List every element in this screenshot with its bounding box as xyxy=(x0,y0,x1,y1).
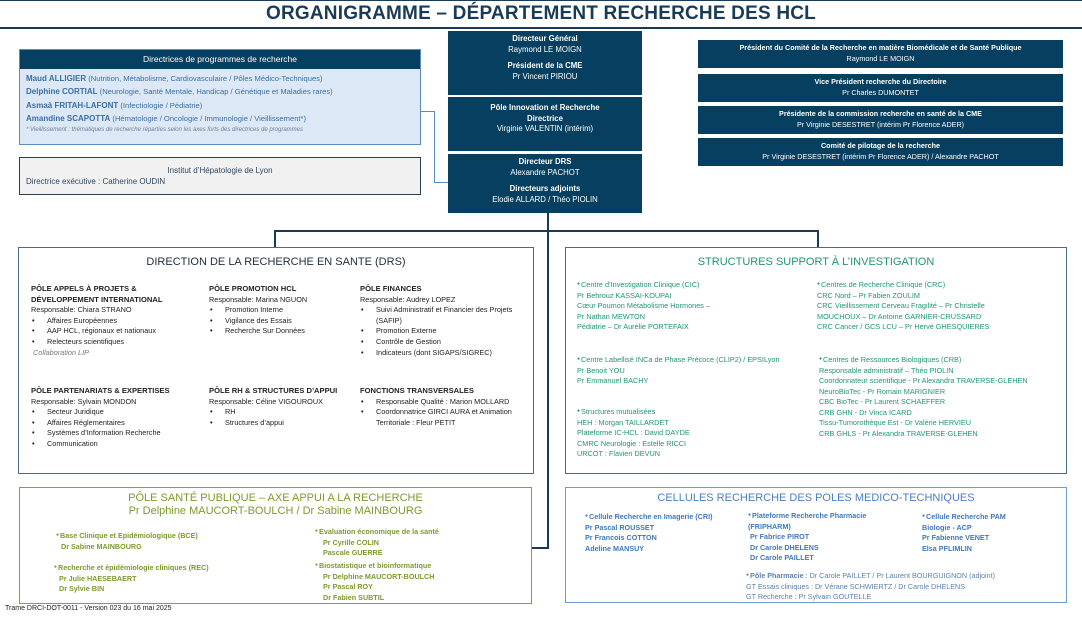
pole-promotion: PÔLE PROMOTION HCL Responsable: Marina NGUON • Promotion Interne • Vigilance des Essais • Recherche Sur Données xyxy=(209,284,354,337)
programme-directors-box xyxy=(19,49,421,145)
pole-innovation-box: Pôle Innovation et Recherche Directrice Virginie VALENTIN (intérim) xyxy=(448,97,642,151)
group-evaluation: ● Evaluation économique de la santé Pr Cyrille COLIN Pascale GUERRE xyxy=(315,526,439,559)
connector xyxy=(547,213,549,548)
institut-hepatologie-box xyxy=(19,157,421,195)
connector xyxy=(532,547,549,549)
directeur-drs-box: Directeur DRS Alexandre PACHOT Directeurs adjoints Elodie ALLARD / Théo PIOLIN xyxy=(448,154,642,213)
group-crc: ● Centres de Recherche Clinique (CRC) CRC Nord – Pr Fabien ZOULIM CRC Vieillissement Cerveau Fragilité – Pr Christelle MOUCHOUX – Dr Antoine GARNIER-CRUSSARD CRC Cancer / GCS LCU – Pr Hervé GHESQUIERES xyxy=(817,279,1062,333)
comite-pilotage-box: Comité de pilotage de la recherche Pr Virginie DESESTRET (intérim Pr Florence ADER) / Alexandre PACHOT xyxy=(698,138,1063,166)
group-rec: ● Recherche et épidémiologie cliniques (REC) Pr Julie HAESEBAERT Dr Sylvie BIN xyxy=(54,562,209,595)
connector xyxy=(817,230,819,248)
group-cic: ● Centre d’Investigation Clinique (CIC) Pr Behrouz KASSAI-KOUPAI Cœur Poumon Métabolisme Hormones – Pr Nathan MEWTON Pédiatrie – Dr Aurélie PORTEFAIX xyxy=(577,279,812,333)
director-item: Asmaà FRITAH-LAFONT (Infectiologie / Pédiatrie) xyxy=(26,100,203,110)
group-bce: ● Base Clinique et Epidémiologique (BCE) Dr Sabine MAINBOURG xyxy=(56,530,198,552)
cellules-recherche-box xyxy=(565,487,1067,603)
pole-finances: PÔLE FINANCES Responsable: Audrey LOPEZ • Suivi Administratif et Financier des Projets (SAFIP) • Promotion Externe • Contrôle de Gestion • Indicateurs (dont SIGAPS/SIGREC) xyxy=(360,284,530,358)
fonctions-transversales: FONCTIONS TRANSVERSALES • Responsable Qualité : Marion MOLLARD • Coordonnatrice GIRCI AURA et Animation Territoriale : Fleur PETIT xyxy=(360,386,530,428)
group-crb: ● Centres de Ressources Biologiques (CRB) Responsable administratif – Théo PIOLIN Coordonnateur scientifique - Pr Alexandra TRAVERSE-GLEHEN NeuroBioTec - Pr Romain MARIGNIER CBC BioTec - Pr Laurent SCHAEFFER CRB GHN - Dr Vinca ICARD Tissu-Tumorothèque Est - Dr Valérie HERVIEU CRB GHLS - Pr Alexandra TRAVERSE-GLEHEN xyxy=(819,354,1064,439)
cel-title: CELLULES RECHERCHE DES POLES MEDICO-TECHNIQUES xyxy=(657,492,975,504)
group-structures-mutualisees: ● Structures mutualisées HEH : Morgan TAILLARDET Plateforme IC-HCL : David DAYDE CMRC Neurologie : Estelle RICCI URCOT : Flavien DEVUN xyxy=(577,406,812,460)
group-biostat: ● Biostatistique et bioinformatique Pr Delphine MAUCORT-BOULCH Pr Pascal ROY Dr Fabien SUBTIL xyxy=(315,560,434,603)
structures-support-box xyxy=(565,247,1067,474)
vice-president-box: Vice Président recherche du Directoire Pr Charles DUMONTET xyxy=(698,74,1063,102)
sante-publique-box xyxy=(19,487,532,604)
drs-title: DIRECTION DE LA RECHERCHE EN SANTE (DRS) xyxy=(146,256,406,268)
group-clip2: ● Centre Labellisé INCa de Phase Précoce (CLIP2) / EPSILyon Pr Benoit YOU Pr Emmanuel BACHY xyxy=(577,354,817,387)
sp-title: PÔLE SANTÉ PUBLIQUE – AXE APPUI A LA RECHERCHE xyxy=(128,492,423,504)
group-cri: ● Cellule Recherche en Imagerie (CRI) Pr Pascal ROUSSET Pr Francois COTTON Adeline MANSUY xyxy=(585,511,712,554)
group-pole-pharmacie: ● Pôle Pharmacie : Dr Carole PAILLET / Pr Laurent BOURGUIGNON (adjoint) GT Essais cliniques : Dr Vérane SCHWIERTZ / Dr Carole DHELENS GT Recherche : Pr Sylvain GOUTELLE xyxy=(746,570,995,603)
connector xyxy=(274,230,276,248)
connector xyxy=(434,182,448,183)
institut-subtitle: Directrice exécutive : Catherine OUDIN xyxy=(26,177,166,186)
drs-box xyxy=(18,247,534,474)
programme-note: * Vieillissement : thématiques de recherche réparties selon les axes forts des directrices de programmes xyxy=(26,127,304,134)
pole-rh: PÔLE RH & STRUCTURES D’APPUI Responsable: Céline VIGOUROUX • RH • Structures d’appui xyxy=(209,386,359,428)
director-item: Maud ALLIGIER (Nutrition, Métabolisme, Cardiovasculaire / Pôles Médico-Techniques) xyxy=(26,74,323,83)
comite-recherche-box: Président du Comité de la Recherche en matière Biomédicale et de Santé Publique Raymond LE MOIGN xyxy=(698,40,1063,68)
page-title: ORGANIGRAMME – DÉPARTEMENT RECHERCHE DES HCL xyxy=(0,0,1082,29)
director-item: Amandine SCAPOTTA (Hématologie / Oncologie / Immunologie / Vieillissement*) xyxy=(26,113,307,123)
footer-version: Trame DRCI-DOT-0011 - Version 023 du 16 mai 2025 xyxy=(5,605,172,612)
institut-title: Institut d’Hépatologie de Lyon xyxy=(167,166,273,175)
group-pam: ● Cellule Recherche PAM Biologie - ACP Pr Fabienne VENET Elsa PFLIMLIN xyxy=(922,511,1006,554)
connector xyxy=(274,230,819,232)
direction-generale-box: Directeur Général Raymond LE MOIGN Président de la CME Pr Vincent PIRIOU xyxy=(448,31,642,95)
programme-directors-header: Directrices de programmes de recherche xyxy=(20,50,420,69)
sp-subtitle: Pr Delphine MAUCORT-BOULCH / Dr Sabine MAINBOURG xyxy=(128,505,423,517)
commission-recherche-box: Présidente de la commission recherche en santé de la CME Pr Virginie DESESTRET (intérim Pr Florence ADER) xyxy=(698,106,1063,134)
pole-appels-projets: PÔLE APPELS À PROJETS & DÉVELOPPEMENT INTERNATIONAL Responsable: Chiara STRANO • Affaires Européennes • AAP HCL, régionaux et nationaux • Relecteurs scientifiques Collaboration LIP xyxy=(31,284,206,358)
connector xyxy=(434,111,435,182)
connector xyxy=(421,111,435,112)
director-item: Delphine CORTIAL (Neurologie, Santé Mentale, Handicap / Génétique et Maladies rares) xyxy=(26,87,333,97)
ssi-title: STRUCTURES SUPPORT À L’INVESTIGATION xyxy=(697,256,935,268)
pole-partenariats: PÔLE PARTENARIATS & EXPERTISES Responsable: Sylvain MONDON • Secteur Juridique • Affaires Réglementaires • Systèmes d’Information Recherche • Communication xyxy=(31,386,206,450)
group-fripharm: ● Plateforme Recherche Pharmacie (FRIPHARM) Pr Fabrice PIROT Dr Carole DHELENS Dr Carole PAILLET xyxy=(748,510,866,564)
